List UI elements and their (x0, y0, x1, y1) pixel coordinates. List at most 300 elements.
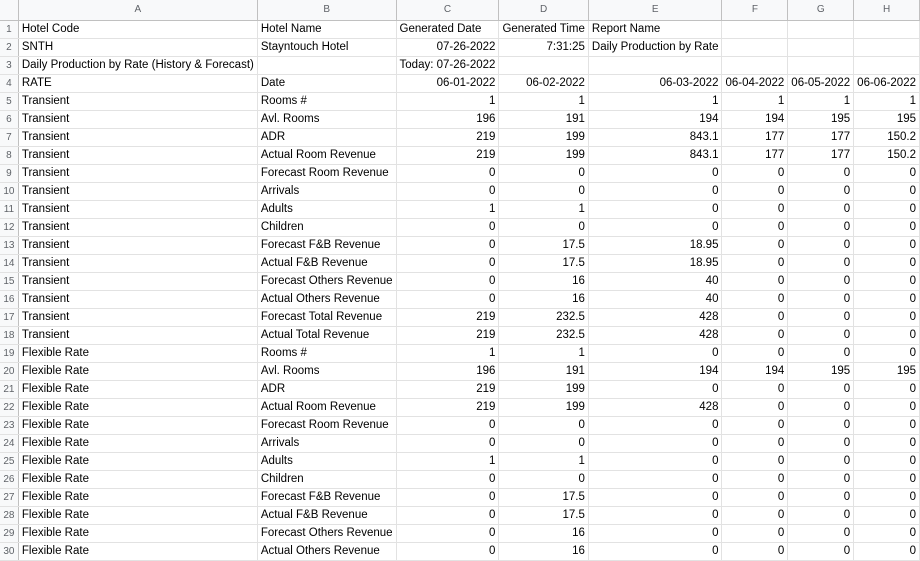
cell-a19[interactable]: Flexible Rate (18, 344, 257, 362)
cell-e5[interactable]: 1 (588, 92, 722, 110)
cell-c8[interactable]: 219 (396, 146, 499, 164)
row-header[interactable]: 17 (0, 308, 18, 326)
cell-e13[interactable]: 18.95 (588, 236, 722, 254)
grid-body (0, 20, 920, 560)
table-row (0, 74, 920, 92)
cell-b21[interactable]: ADR (257, 380, 396, 398)
cell-c10[interactable]: 0 (396, 182, 499, 200)
row-header[interactable]: 30 (0, 542, 18, 560)
row-header[interactable]: 28 (0, 506, 18, 524)
table-row (0, 542, 920, 560)
table-row (0, 416, 920, 434)
cell-a26[interactable]: Flexible Rate (18, 470, 257, 488)
cell-f14[interactable]: 0 (722, 254, 788, 272)
cell-c3[interactable]: Today: 07-26-2022 (396, 56, 499, 74)
cell-e18[interactable]: 428 (588, 326, 722, 344)
cell-g4[interactable]: 06-05-2022 (788, 74, 854, 92)
cell-f10[interactable]: 0 (722, 182, 788, 200)
table-row (0, 92, 920, 110)
table-row (0, 20, 920, 38)
cell-d6[interactable]: 191 (499, 110, 588, 128)
cell-a16[interactable]: Transient (18, 290, 257, 308)
row-header[interactable]: 25 (0, 452, 18, 470)
cell-g5[interactable]: 1 (788, 92, 854, 110)
cell-b6[interactable]: Avl. Rooms (257, 110, 396, 128)
cell-h11[interactable]: 0 (854, 200, 920, 218)
cell-f1[interactable] (722, 20, 788, 38)
cell-h16[interactable]: 0 (854, 290, 920, 308)
cell-a21[interactable]: Flexible Rate (18, 380, 257, 398)
cell-f12[interactable]: 0 (722, 218, 788, 236)
select-all-corner[interactable] (0, 0, 18, 20)
row-header[interactable]: 21 (0, 380, 18, 398)
row-header[interactable]: 19 (0, 344, 18, 362)
row-header[interactable]: 29 (0, 524, 18, 542)
cell-e29[interactable]: 0 (588, 524, 722, 542)
cell-c1[interactable]: Generated Date (396, 20, 499, 38)
cell-c4[interactable]: 06-01-2022 (396, 74, 499, 92)
cell-f17[interactable]: 0 (722, 308, 788, 326)
row-header[interactable]: 1 (0, 20, 18, 38)
cell-f25[interactable]: 0 (722, 452, 788, 470)
cell-a12[interactable]: Transient (18, 218, 257, 236)
cell-a25[interactable]: Flexible Rate (18, 452, 257, 470)
cell-h5[interactable]: 1 (854, 92, 920, 110)
cell-b17[interactable]: Forecast Total Revenue (257, 308, 396, 326)
cell-f18[interactable]: 0 (722, 326, 788, 344)
cell-c7[interactable]: 219 (396, 128, 499, 146)
cell-e20[interactable]: 194 (588, 362, 722, 380)
cell-e28[interactable]: 0 (588, 506, 722, 524)
cell-h28[interactable]: 0 (854, 506, 920, 524)
cell-b7[interactable]: ADR (257, 128, 396, 146)
cell-h10[interactable]: 0 (854, 182, 920, 200)
cell-d17[interactable]: 232.5 (499, 308, 588, 326)
table-row (0, 56, 920, 74)
cell-e21[interactable]: 0 (588, 380, 722, 398)
cell-g10[interactable]: 0 (788, 182, 854, 200)
cell-f23[interactable]: 0 (722, 416, 788, 434)
cell-f6[interactable]: 194 (722, 110, 788, 128)
cell-h27[interactable]: 0 (854, 488, 920, 506)
cell-g25[interactable]: 0 (788, 452, 854, 470)
cell-e4[interactable]: 06-03-2022 (588, 74, 722, 92)
cell-e17[interactable]: 428 (588, 308, 722, 326)
cell-d4[interactable]: 06-02-2022 (499, 74, 588, 92)
cell-h25[interactable]: 0 (854, 452, 920, 470)
cell-b9[interactable]: Forecast Room Revenue (257, 164, 396, 182)
cell-a6[interactable]: Transient (18, 110, 257, 128)
column-header-e[interactable]: E (588, 0, 722, 20)
row-header[interactable]: 20 (0, 362, 18, 380)
cell-e23[interactable]: 0 (588, 416, 722, 434)
cell-h12[interactable]: 0 (854, 218, 920, 236)
cell-b3[interactable] (257, 56, 396, 74)
cell-d1[interactable]: Generated Time (499, 20, 588, 38)
cell-a15[interactable]: Transient (18, 272, 257, 290)
cell-b26[interactable]: Children (257, 470, 396, 488)
cell-f13[interactable]: 0 (722, 236, 788, 254)
cell-c29[interactable]: 0 (396, 524, 499, 542)
cell-g1[interactable] (788, 20, 854, 38)
cell-f15[interactable]: 0 (722, 272, 788, 290)
cell-e3[interactable] (588, 56, 722, 74)
cell-e19[interactable]: 0 (588, 344, 722, 362)
cell-d26[interactable]: 0 (499, 470, 588, 488)
cell-g16[interactable]: 0 (788, 290, 854, 308)
column-header-c[interactable]: C (396, 0, 499, 20)
cell-c25[interactable]: 1 (396, 452, 499, 470)
cell-c2[interactable]: 07-26-2022 (396, 38, 499, 56)
column-header-f[interactable]: F (722, 0, 788, 20)
cell-c24[interactable]: 0 (396, 434, 499, 452)
table-row (0, 218, 920, 236)
cell-h30[interactable]: 0 (854, 542, 920, 560)
row-header[interactable]: 6 (0, 110, 18, 128)
cell-b18[interactable]: Actual Total Revenue (257, 326, 396, 344)
cell-c14[interactable]: 0 (396, 254, 499, 272)
cell-e15[interactable]: 40 (588, 272, 722, 290)
row-header[interactable]: 11 (0, 200, 18, 218)
cell-g19[interactable]: 0 (788, 344, 854, 362)
cell-c23[interactable]: 0 (396, 416, 499, 434)
cell-f29[interactable]: 0 (722, 524, 788, 542)
cell-f27[interactable]: 0 (722, 488, 788, 506)
cell-a8[interactable]: Transient (18, 146, 257, 164)
cell-b4[interactable]: Date (257, 74, 396, 92)
cell-b10[interactable]: Arrivals (257, 182, 396, 200)
cell-a22[interactable]: Flexible Rate (18, 398, 257, 416)
cell-b30[interactable]: Actual Others Revenue (257, 542, 396, 560)
cell-c20[interactable]: 196 (396, 362, 499, 380)
table-row (0, 380, 920, 398)
cell-g17[interactable]: 0 (788, 308, 854, 326)
row-header[interactable]: 18 (0, 326, 18, 344)
cell-d11[interactable]: 1 (499, 200, 588, 218)
cell-f19[interactable]: 0 (722, 344, 788, 362)
row-header[interactable]: 22 (0, 398, 18, 416)
row-header[interactable]: 14 (0, 254, 18, 272)
cell-a2[interactable]: SNTH (18, 38, 257, 56)
cell-a17[interactable]: Transient (18, 308, 257, 326)
cell-d24[interactable]: 0 (499, 434, 588, 452)
cell-g11[interactable]: 0 (788, 200, 854, 218)
cell-c30[interactable]: 0 (396, 542, 499, 560)
row-header[interactable]: 26 (0, 470, 18, 488)
column-header-a[interactable]: A (18, 0, 257, 20)
cell-e12[interactable]: 0 (588, 218, 722, 236)
cell-b8[interactable]: Actual Room Revenue (257, 146, 396, 164)
column-header-d[interactable]: D (499, 0, 588, 20)
row-header[interactable]: 16 (0, 290, 18, 308)
cell-b15[interactable]: Forecast Others Revenue (257, 272, 396, 290)
cell-d22[interactable]: 199 (499, 398, 588, 416)
row-header[interactable]: 7 (0, 128, 18, 146)
cell-a14[interactable]: Transient (18, 254, 257, 272)
cell-b16[interactable]: Actual Others Revenue (257, 290, 396, 308)
cell-f5[interactable]: 1 (722, 92, 788, 110)
cell-d3[interactable] (499, 56, 588, 74)
cell-h22[interactable]: 0 (854, 398, 920, 416)
table-row (0, 236, 920, 254)
cell-e22[interactable]: 428 (588, 398, 722, 416)
cell-g2[interactable] (788, 38, 854, 56)
cell-a18[interactable]: Transient (18, 326, 257, 344)
cell-e27[interactable]: 0 (588, 488, 722, 506)
cell-a23[interactable]: Flexible Rate (18, 416, 257, 434)
cell-h4[interactable]: 06-06-2022 (854, 74, 920, 92)
cell-b13[interactable]: Forecast F&B Revenue (257, 236, 396, 254)
cell-g20[interactable]: 195 (788, 362, 854, 380)
cell-c11[interactable]: 1 (396, 200, 499, 218)
cell-g13[interactable]: 0 (788, 236, 854, 254)
cell-g7[interactable]: 177 (788, 128, 854, 146)
cell-b11[interactable]: Adults (257, 200, 396, 218)
cell-d29[interactable]: 16 (499, 524, 588, 542)
cell-d13[interactable]: 17.5 (499, 236, 588, 254)
cell-e14[interactable]: 18.95 (588, 254, 722, 272)
cell-g3[interactable] (788, 56, 854, 74)
cell-a24[interactable]: Flexible Rate (18, 434, 257, 452)
cell-g21[interactable]: 0 (788, 380, 854, 398)
cell-g29[interactable]: 0 (788, 524, 854, 542)
cell-f22[interactable]: 0 (722, 398, 788, 416)
cell-a30[interactable]: Flexible Rate (18, 542, 257, 560)
cell-e26[interactable]: 0 (588, 470, 722, 488)
cell-f30[interactable]: 0 (722, 542, 788, 560)
cell-b14[interactable]: Actual F&B Revenue (257, 254, 396, 272)
cell-b25[interactable]: Adults (257, 452, 396, 470)
cell-h3[interactable] (854, 56, 920, 74)
cell-e16[interactable]: 40 (588, 290, 722, 308)
cell-c13[interactable]: 0 (396, 236, 499, 254)
cell-d8[interactable]: 199 (499, 146, 588, 164)
table-row (0, 470, 920, 488)
cell-c15[interactable]: 0 (396, 272, 499, 290)
row-header[interactable]: 12 (0, 218, 18, 236)
cell-f26[interactable]: 0 (722, 470, 788, 488)
cell-a29[interactable]: Flexible Rate (18, 524, 257, 542)
cell-e9[interactable]: 0 (588, 164, 722, 182)
cell-g8[interactable]: 177 (788, 146, 854, 164)
row-header[interactable]: 10 (0, 182, 18, 200)
cell-h2[interactable] (854, 38, 920, 56)
row-header[interactable]: 15 (0, 272, 18, 290)
table-row (0, 344, 920, 362)
cell-e10[interactable]: 0 (588, 182, 722, 200)
cell-e1[interactable]: Report Name (588, 20, 722, 38)
cell-h13[interactable]: 0 (854, 236, 920, 254)
cell-f9[interactable]: 0 (722, 164, 788, 182)
cell-h23[interactable]: 0 (854, 416, 920, 434)
cell-d7[interactable]: 199 (499, 128, 588, 146)
column-header-row (0, 0, 920, 20)
column-header-b[interactable]: B (257, 0, 396, 20)
row-header[interactable]: 27 (0, 488, 18, 506)
table-row (0, 308, 920, 326)
row-header[interactable]: 23 (0, 416, 18, 434)
cell-d27[interactable]: 17.5 (499, 488, 588, 506)
cell-h14[interactable]: 0 (854, 254, 920, 272)
cell-d16[interactable]: 16 (499, 290, 588, 308)
cell-h17[interactable]: 0 (854, 308, 920, 326)
cell-b27[interactable]: Forecast F&B Revenue (257, 488, 396, 506)
cell-c5[interactable]: 1 (396, 92, 499, 110)
cell-f24[interactable]: 0 (722, 434, 788, 452)
cell-b22[interactable]: Actual Room Revenue (257, 398, 396, 416)
cell-f8[interactable]: 177 (722, 146, 788, 164)
cell-g22[interactable]: 0 (788, 398, 854, 416)
cell-d20[interactable]: 191 (499, 362, 588, 380)
cell-g27[interactable]: 0 (788, 488, 854, 506)
cell-f7[interactable]: 177 (722, 128, 788, 146)
cell-c28[interactable]: 0 (396, 506, 499, 524)
cell-h26[interactable]: 0 (854, 470, 920, 488)
table-row (0, 272, 920, 290)
cell-c21[interactable]: 219 (396, 380, 499, 398)
cell-a4[interactable]: RATE (18, 74, 257, 92)
cell-h6[interactable]: 195 (854, 110, 920, 128)
cell-a3[interactable]: Daily Production by Rate (History & Forecast) (18, 56, 257, 74)
cell-e30[interactable]: 0 (588, 542, 722, 560)
cell-d14[interactable]: 17.5 (499, 254, 588, 272)
cell-f4[interactable]: 06-04-2022 (722, 74, 788, 92)
cell-c6[interactable]: 196 (396, 110, 499, 128)
cell-c17[interactable]: 219 (396, 308, 499, 326)
cell-b1[interactable]: Hotel Name (257, 20, 396, 38)
cell-d10[interactable]: 0 (499, 182, 588, 200)
cell-g15[interactable]: 0 (788, 272, 854, 290)
cell-h20[interactable]: 195 (854, 362, 920, 380)
cell-c9[interactable]: 0 (396, 164, 499, 182)
cell-h19[interactable]: 0 (854, 344, 920, 362)
cell-a9[interactable]: Transient (18, 164, 257, 182)
cell-a13[interactable]: Transient (18, 236, 257, 254)
cell-a11[interactable]: Transient (18, 200, 257, 218)
cell-b24[interactable]: Arrivals (257, 434, 396, 452)
cell-a1[interactable]: Hotel Code (18, 20, 257, 38)
cell-b29[interactable]: Forecast Others Revenue (257, 524, 396, 542)
cell-a10[interactable]: Transient (18, 182, 257, 200)
cell-g12[interactable]: 0 (788, 218, 854, 236)
cell-d15[interactable]: 16 (499, 272, 588, 290)
cell-h24[interactable]: 0 (854, 434, 920, 452)
cell-a28[interactable]: Flexible Rate (18, 506, 257, 524)
cell-c12[interactable]: 0 (396, 218, 499, 236)
cell-g30[interactable]: 0 (788, 542, 854, 560)
cell-f11[interactable]: 0 (722, 200, 788, 218)
cell-c16[interactable]: 0 (396, 290, 499, 308)
cell-a7[interactable]: Transient (18, 128, 257, 146)
row-header[interactable]: 4 (0, 74, 18, 92)
row-header[interactable]: 8 (0, 146, 18, 164)
cell-f2[interactable] (722, 38, 788, 56)
cell-e25[interactable]: 0 (588, 452, 722, 470)
cell-d25[interactable]: 1 (499, 452, 588, 470)
cell-d30[interactable]: 16 (499, 542, 588, 560)
cell-b20[interactable]: Avl. Rooms (257, 362, 396, 380)
cell-g24[interactable]: 0 (788, 434, 854, 452)
cell-e2[interactable]: Daily Production by Rate (588, 38, 722, 56)
row-header[interactable]: 5 (0, 92, 18, 110)
cell-a5[interactable]: Transient (18, 92, 257, 110)
cell-h9[interactable]: 0 (854, 164, 920, 182)
cell-d5[interactable]: 1 (499, 92, 588, 110)
cell-b19[interactable]: Rooms # (257, 344, 396, 362)
column-header-h[interactable]: H (854, 0, 920, 20)
cell-g14[interactable]: 0 (788, 254, 854, 272)
cell-b28[interactable]: Actual F&B Revenue (257, 506, 396, 524)
cell-g28[interactable]: 0 (788, 506, 854, 524)
cell-g6[interactable]: 195 (788, 110, 854, 128)
cell-g9[interactable]: 0 (788, 164, 854, 182)
cell-e24[interactable]: 0 (588, 434, 722, 452)
cell-f16[interactable]: 0 (722, 290, 788, 308)
cell-h7[interactable]: 150.2 (854, 128, 920, 146)
cell-e8[interactable]: 843.1 (588, 146, 722, 164)
cell-h15[interactable]: 0 (854, 272, 920, 290)
cell-e7[interactable]: 843.1 (588, 128, 722, 146)
cell-e11[interactable]: 0 (588, 200, 722, 218)
column-header-g[interactable]: G (788, 0, 854, 20)
cell-f28[interactable]: 0 (722, 506, 788, 524)
row-header[interactable]: 9 (0, 164, 18, 182)
cell-g18[interactable]: 0 (788, 326, 854, 344)
table-row (0, 128, 920, 146)
cell-a20[interactable]: Flexible Rate (18, 362, 257, 380)
cell-d2[interactable]: 7:31:25 (499, 38, 588, 56)
row-header[interactable]: 13 (0, 236, 18, 254)
table-row (0, 254, 920, 272)
cell-d12[interactable]: 0 (499, 218, 588, 236)
row-header[interactable]: 2 (0, 38, 18, 56)
cell-e6[interactable]: 194 (588, 110, 722, 128)
cell-d19[interactable]: 1 (499, 344, 588, 362)
cell-f3[interactable] (722, 56, 788, 74)
table-row (0, 290, 920, 308)
cell-b12[interactable]: Children (257, 218, 396, 236)
cell-d28[interactable]: 17.5 (499, 506, 588, 524)
cell-f20[interactable]: 194 (722, 362, 788, 380)
cell-b2[interactable]: Stayntouch Hotel (257, 38, 396, 56)
cell-c19[interactable]: 1 (396, 344, 499, 362)
table-row (0, 434, 920, 452)
cell-h8[interactable]: 150.2 (854, 146, 920, 164)
cell-c22[interactable]: 219 (396, 398, 499, 416)
cell-f21[interactable]: 0 (722, 380, 788, 398)
cell-h18[interactable]: 0 (854, 326, 920, 344)
cell-h21[interactable]: 0 (854, 380, 920, 398)
cell-d21[interactable]: 199 (499, 380, 588, 398)
cell-d9[interactable]: 0 (499, 164, 588, 182)
cell-b5[interactable]: Rooms # (257, 92, 396, 110)
cell-h1[interactable] (854, 20, 920, 38)
table-row (0, 398, 920, 416)
cell-h29[interactable]: 0 (854, 524, 920, 542)
cell-g23[interactable]: 0 (788, 416, 854, 434)
table-row (0, 182, 920, 200)
row-header[interactable]: 24 (0, 434, 18, 452)
cell-b23[interactable]: Forecast Room Revenue (257, 416, 396, 434)
cell-c26[interactable]: 0 (396, 470, 499, 488)
cell-c27[interactable]: 0 (396, 488, 499, 506)
cell-a27[interactable]: Flexible Rate (18, 488, 257, 506)
cell-d18[interactable]: 232.5 (499, 326, 588, 344)
row-header[interactable]: 3 (0, 56, 18, 74)
cell-d23[interactable]: 0 (499, 416, 588, 434)
cell-c18[interactable]: 219 (396, 326, 499, 344)
cell-g26[interactable]: 0 (788, 470, 854, 488)
